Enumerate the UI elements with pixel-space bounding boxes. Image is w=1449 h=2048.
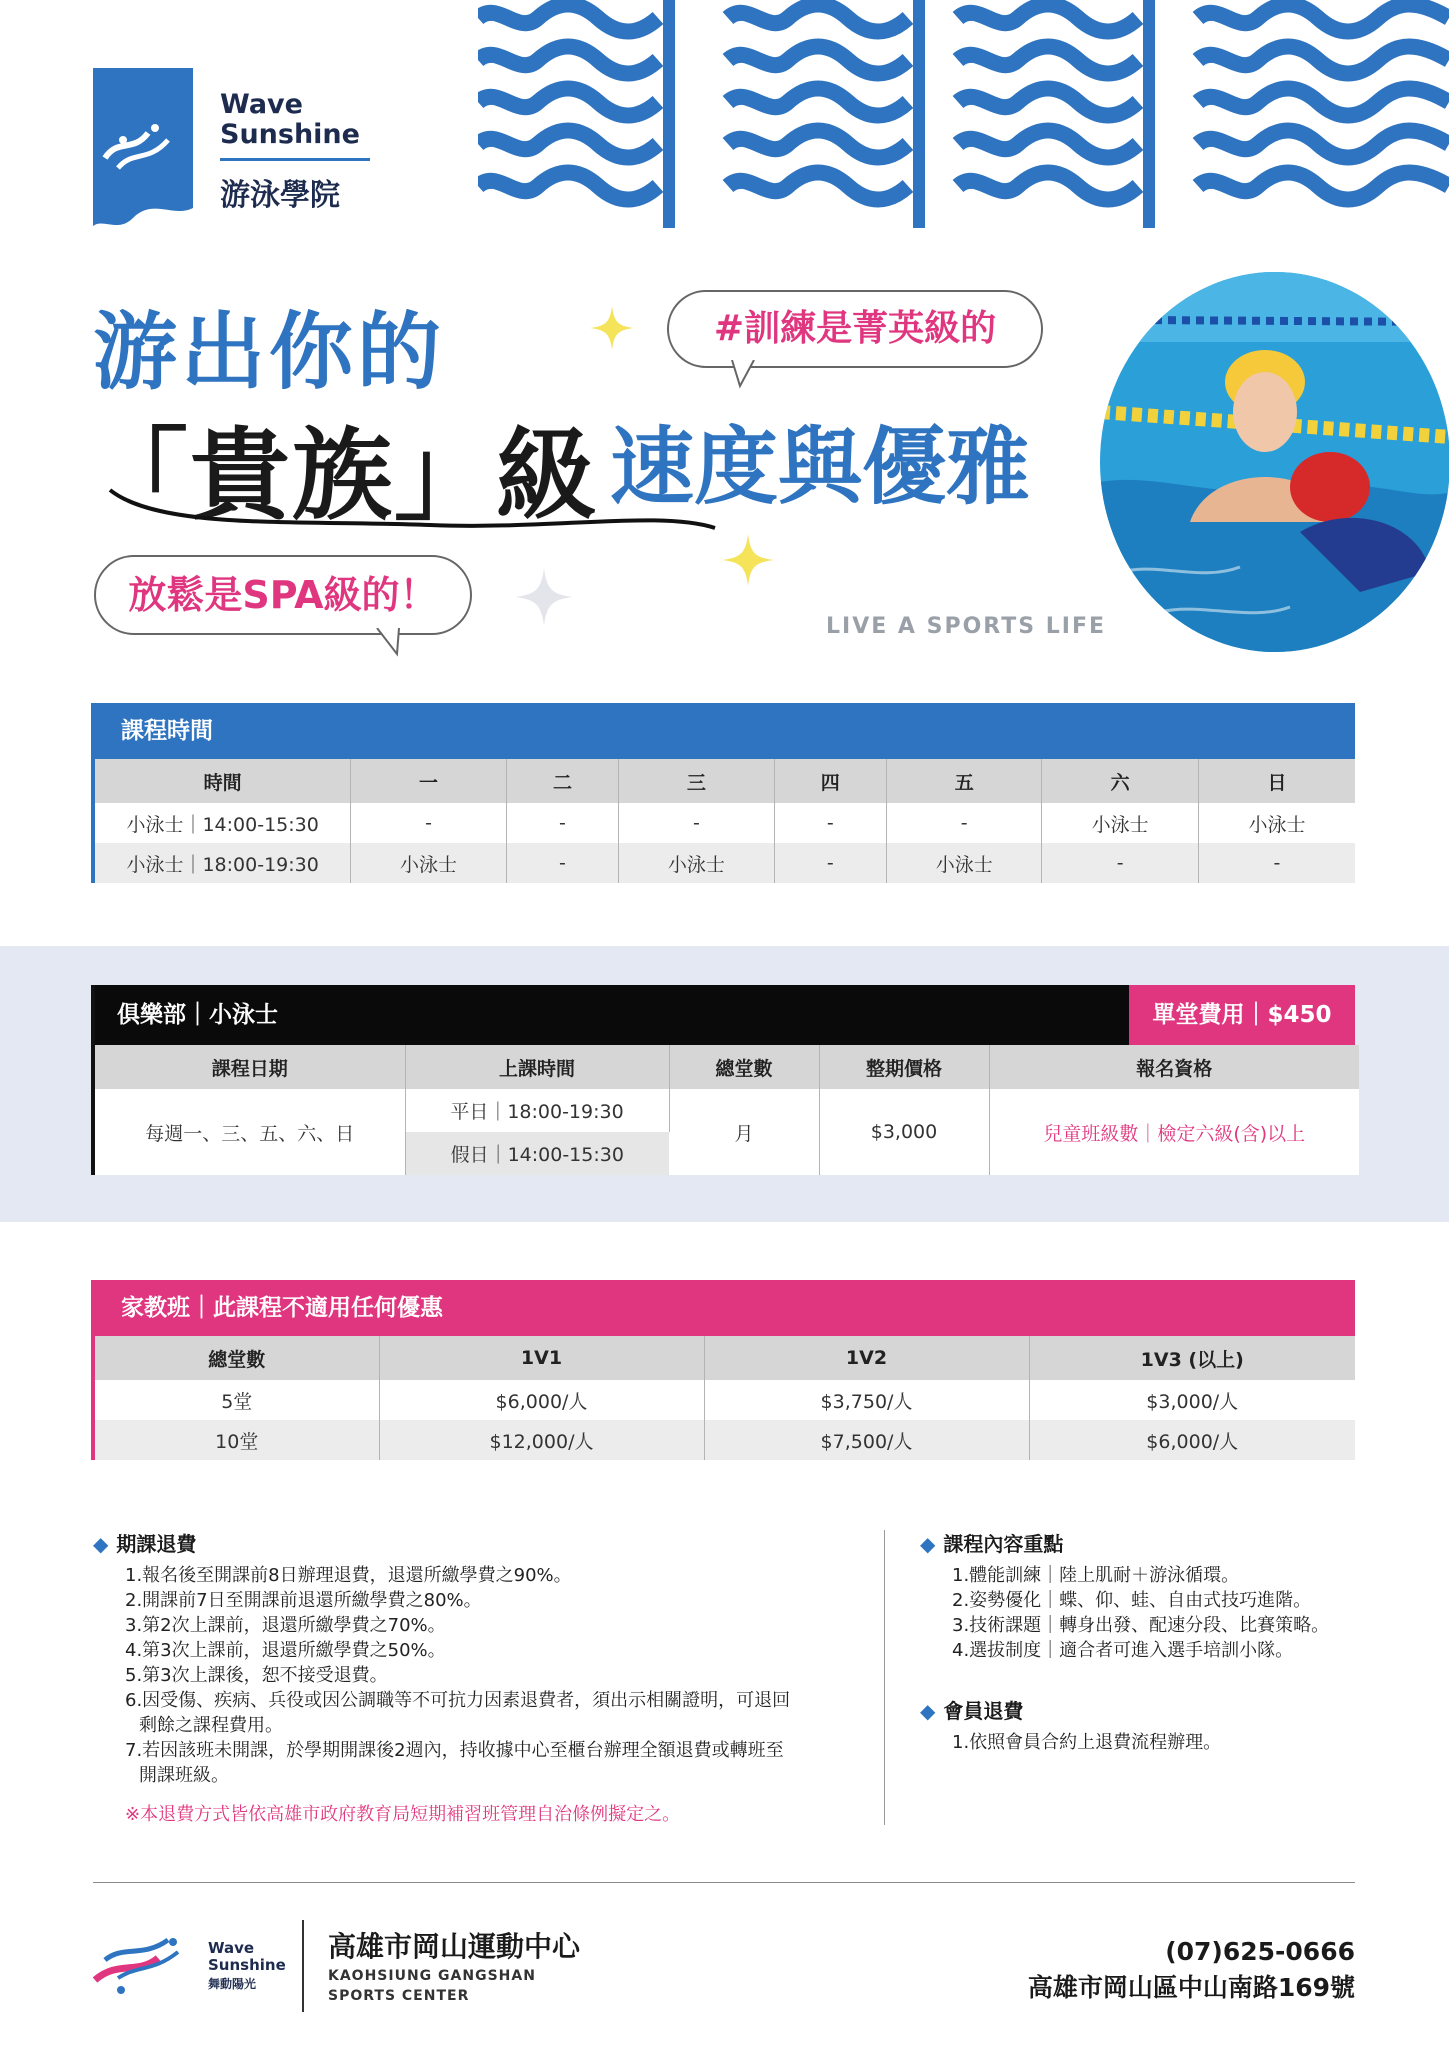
column-header: 總堂數	[669, 1045, 819, 1089]
swoosh-decoration	[100, 470, 720, 540]
column-header: 一	[351, 759, 506, 803]
table-cell: -	[506, 843, 618, 883]
table-cell: 小泳士	[1042, 803, 1198, 843]
column-header: 1V1	[379, 1336, 704, 1380]
table-cell: -	[774, 843, 886, 883]
headline-line1: 游出你的	[93, 303, 446, 401]
table-cell: 5堂	[95, 1380, 379, 1420]
table-cell: $7,500/人	[704, 1420, 1029, 1460]
address: 高雄市岡山區中山南路169號	[1027, 1973, 1355, 2002]
column-header: 五	[886, 759, 1041, 803]
sparkle-icon	[515, 568, 573, 626]
list-item: 4.第3次上課前，退還所繳學費之50%。	[125, 1640, 446, 1661]
column-header: 日	[1198, 759, 1355, 803]
club-title: 俱樂部｜小泳士	[95, 985, 1129, 1045]
table-cell: 小泳士	[619, 843, 774, 883]
table-cell: -	[1042, 843, 1198, 883]
list-item: 1.體能訓練｜陸上肌耐＋游泳循環。	[952, 1565, 1240, 1586]
brand-name-en: Wave Sunshine	[220, 89, 360, 150]
table-row	[95, 1089, 1359, 1132]
table-cell: -	[886, 803, 1041, 843]
diamond-bullet-icon: ◆	[93, 1532, 109, 1556]
diamond-bullet-icon: ◆	[920, 1699, 936, 1723]
phone-number: (07)625-0666	[1165, 1937, 1355, 1966]
sports-center-name: 高雄市岡山運動中心	[328, 1930, 581, 1963]
table-cell: 10堂	[95, 1420, 379, 1460]
club-table	[95, 1045, 1359, 1175]
table-cell: 小泳士	[351, 843, 506, 883]
table-cell: $3,000/人	[1029, 1380, 1355, 1420]
table-cell: -	[774, 803, 886, 843]
table-cell: 小泳士｜18:00-19:30	[95, 843, 351, 883]
table-cell: 小泳士	[1198, 803, 1355, 843]
column-header: 六	[1042, 759, 1198, 803]
footer-brand-zh: 舞動陽光	[208, 1977, 257, 1991]
wave-sunshine-footer-logo-icon	[93, 1930, 193, 2000]
wave-sunshine-logo-icon	[93, 68, 193, 228]
list-item: 開課班級。	[139, 1765, 229, 1786]
column-header: 1V2	[704, 1336, 1029, 1380]
column-header: 報名資格	[989, 1045, 1359, 1089]
table-cell: $12,000/人	[379, 1420, 704, 1460]
headline-line2-black: 「貴族」級	[88, 417, 598, 534]
tagline: LIVE A SPORTS LIFE	[826, 614, 1106, 639]
highlights-title: 課程內容重點	[943, 1532, 1064, 1556]
table-cell: 平日｜18:00-19:30	[405, 1089, 669, 1132]
column-header: 三	[619, 759, 774, 803]
table-cell: $3,000	[819, 1089, 989, 1175]
diamond-bullet-icon: ◆	[920, 1532, 936, 1556]
table-cell: 每週一、三、五、六、日	[95, 1089, 405, 1175]
list-item: 3.第2次上課前，退還所繳學費之70%。	[125, 1615, 446, 1636]
table-row	[95, 843, 1355, 883]
schedule-table	[95, 759, 1355, 883]
schedule-section	[91, 703, 1355, 883]
swimmer-photo	[1100, 272, 1449, 652]
bubble-tail-icon	[730, 360, 760, 390]
footer-brand	[208, 1940, 298, 1993]
table-cell: 月	[669, 1089, 819, 1175]
bubble-tail-icon	[375, 628, 405, 658]
table-cell: $6,000/人	[1029, 1420, 1355, 1460]
column-header: 二	[506, 759, 618, 803]
table-cell: $3,750/人	[704, 1380, 1029, 1420]
table-cell: -	[1198, 843, 1355, 883]
sports-center-name-en	[328, 1966, 536, 2006]
table-cell: 假日｜14:00-15:30	[405, 1132, 669, 1175]
sparkle-icon	[590, 306, 634, 350]
column-header: 四	[774, 759, 886, 803]
table-cell: 兒童班級數｜檢定六級(含)以上	[989, 1089, 1359, 1175]
refund-title: 期課退費	[116, 1532, 197, 1556]
list-item: 2.姿勢優化｜蝶、仰、蛙、自由式技巧進階。	[952, 1590, 1312, 1611]
tutor-title: 家教班｜此課程不適用任何優惠	[95, 1280, 1355, 1336]
headline-line2-blue: 速度與優雅	[610, 418, 1031, 516]
column-header: 時間	[95, 759, 351, 803]
column-header: 上課時間	[405, 1045, 669, 1089]
table-row	[95, 803, 1355, 843]
list-item: 5.第3次上課後，恕不接受退費。	[125, 1665, 388, 1686]
list-item: 1.報名後至開課前8日辦理退費，退還所繳學費之90%。	[125, 1565, 572, 1586]
table-cell: -	[619, 803, 774, 843]
schedule-title: 課程時間	[95, 703, 1355, 759]
list-item: 剩餘之課程費用。	[139, 1715, 283, 1736]
tutor-section	[91, 1280, 1355, 1460]
list-item: 1.依照會員合約上退費流程辦理。	[952, 1732, 1222, 1753]
speech-bubble-relax: 放鬆是SPA級的！	[94, 555, 472, 635]
list-item: 4.選拔制度｜適合者可進入選手培訓小隊。	[952, 1640, 1294, 1661]
table-cell: -	[351, 803, 506, 843]
table-cell: 小泳士｜14:00-15:30	[95, 803, 351, 843]
refund-disclaimer: ※本退費方式皆依高雄市政府教育局短期補習班管理自治條例擬定之。	[125, 1804, 681, 1825]
column-header: 總堂數	[95, 1336, 379, 1380]
footer-separator	[302, 1920, 304, 2012]
footer-divider	[93, 1882, 1355, 1883]
brand-divider	[220, 158, 370, 161]
table-cell: -	[506, 803, 618, 843]
table-row	[95, 1420, 1355, 1460]
tutor-table	[95, 1336, 1355, 1460]
sports-center-name-en-line1: KAOHSIUNG GANGSHAN	[328, 1968, 536, 1984]
wave-pattern-decoration	[478, 0, 1449, 228]
member-title: 會員退費	[943, 1699, 1024, 1723]
list-item: 7.若因該班未開課，於學期開課後2週內，持收據中心至櫃台辦理全額退費或轉班至	[125, 1740, 784, 1761]
notes-divider	[884, 1530, 885, 1825]
list-item: 2.開課前7日至開課前退還所繳學費之80%。	[125, 1590, 482, 1611]
column-header: 課程日期	[95, 1045, 405, 1089]
table-row	[95, 1380, 1355, 1420]
footer-brand-en: Wave Sunshine	[208, 1939, 286, 1974]
club-section	[91, 985, 1355, 1175]
list-item: 6.因受傷、疾病、兵役或因公調職等不可抗力因素退費者，須出示相關證明，可退回	[125, 1690, 791, 1711]
column-header: 整期價格	[819, 1045, 989, 1089]
table-cell: 小泳士	[886, 843, 1041, 883]
list-item: 3.技術課題｜轉身出發、配速分段、比賽策略。	[952, 1615, 1330, 1636]
club-fee-badge: 單堂費用｜$450	[1129, 985, 1355, 1045]
column-header: 1V3 (以上)	[1029, 1336, 1355, 1380]
sports-center-name-en-line2: SPORTS CENTER	[328, 1988, 470, 2004]
brand-name-zh: 游泳學院	[220, 178, 340, 213]
sparkle-icon	[722, 534, 774, 586]
refund-notes	[93, 1528, 873, 1788]
speech-bubble-training: #訓練是菁英級的	[667, 290, 1043, 368]
table-cell: $6,000/人	[379, 1380, 704, 1420]
highlights-notes	[920, 1528, 1390, 1755]
